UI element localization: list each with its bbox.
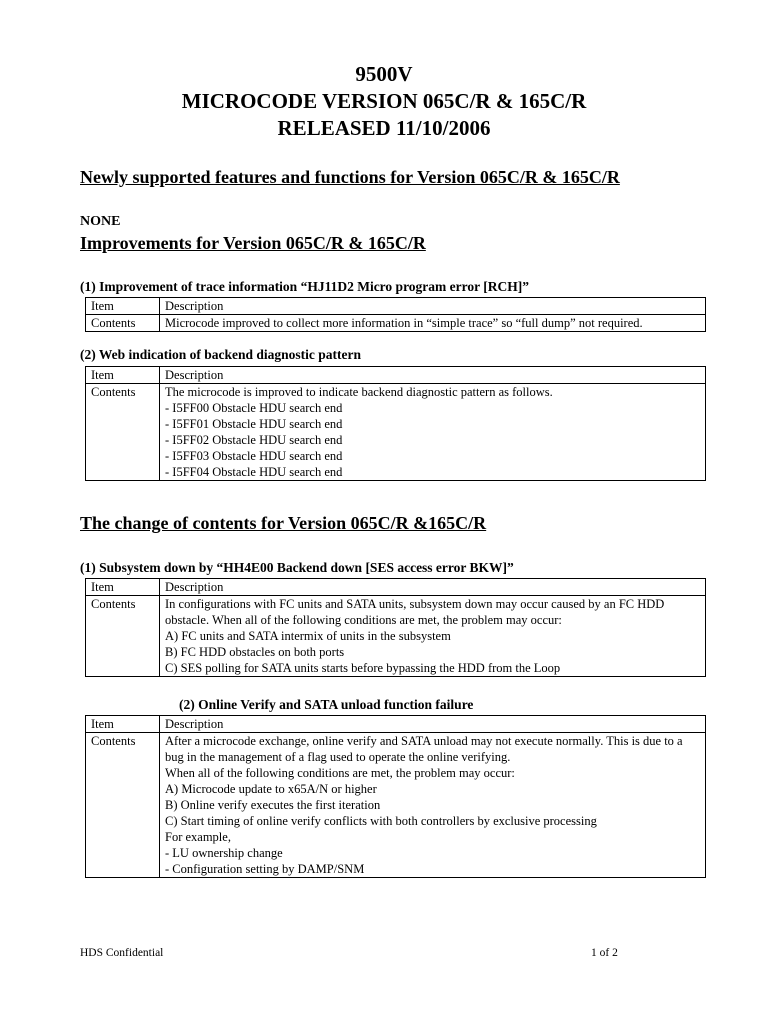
table-header-row bbox=[86, 716, 706, 733]
table-row bbox=[86, 384, 706, 481]
col-item-header: Item bbox=[86, 367, 160, 384]
description-line: B) Online verify executes the first iteration bbox=[165, 798, 381, 812]
col-description-header: Description bbox=[160, 298, 706, 315]
row-contents-label: Contents bbox=[86, 384, 160, 481]
change-2-title: (2) Online Verify and SATA unload function failure bbox=[179, 697, 474, 712]
description-line: A) FC units and SATA intermix of units in the subsystem bbox=[165, 629, 451, 643]
document-release-title: RELEASED 11/10/2006 bbox=[277, 116, 491, 140]
change-1-table bbox=[85, 578, 706, 677]
description-line: In configurations with FC units and SATA units, subsystem down may occur caused by an FC HDD obstacle. When all of the following conditions are met, the problem may occur: bbox=[165, 597, 665, 627]
description-line: - I5FF02 Obstacle HDU search end bbox=[165, 433, 343, 447]
row-description bbox=[160, 733, 706, 878]
footer-page-number: 1 of 2 bbox=[591, 947, 618, 959]
description-line: B) FC HDD obstacles on both ports bbox=[165, 645, 345, 659]
row-contents-label: Contents bbox=[86, 315, 160, 332]
improvement-2-title: (2) Web indication of backend diagnostic pattern bbox=[80, 347, 362, 362]
row-description bbox=[160, 596, 706, 677]
table-header-row bbox=[86, 298, 706, 315]
col-description-header: Description bbox=[160, 716, 706, 733]
description-line: - I5FF01 Obstacle HDU search end bbox=[165, 417, 343, 431]
table-row bbox=[86, 596, 706, 677]
table-row bbox=[86, 733, 706, 878]
description-line: - I5FF03 Obstacle HDU search end bbox=[165, 449, 343, 463]
improvements-heading: Improvements for Version 065C/R & 165C/R bbox=[80, 233, 426, 253]
improvement-1-title: (1) Improvement of trace information “HJ11D2 Micro program error [RCH]” bbox=[80, 279, 530, 294]
description-line: When all of the following conditions are met, the problem may occur: bbox=[165, 766, 515, 780]
description-line: For example, bbox=[165, 830, 231, 844]
new-features-heading: Newly supported features and functions for Version 065C/R & 165C/R bbox=[80, 167, 620, 187]
col-description-header: Description bbox=[160, 579, 706, 596]
row-contents-label: Contents bbox=[86, 733, 160, 878]
description-line: Microcode improved to collect more information in “simple trace” so “full dump” not required. bbox=[165, 316, 643, 330]
description-line: After a microcode exchange, online verify and SATA unload may not execute normally. This is due to a bug in the management of a flag used to operate the online verifying. bbox=[165, 734, 683, 764]
description-line: The microcode is improved to indicate backend diagnostic pattern as follows. bbox=[165, 385, 553, 399]
table-header-row bbox=[86, 367, 706, 384]
change-2-table bbox=[85, 715, 706, 878]
row-description bbox=[160, 315, 706, 332]
row-description bbox=[160, 384, 706, 481]
description-line: - LU ownership change bbox=[165, 846, 283, 860]
col-item-header: Item bbox=[86, 716, 160, 733]
description-line: - I5FF04 Obstacle HDU search end bbox=[165, 465, 343, 479]
improvement-2-table bbox=[85, 366, 706, 481]
improvement-1-table bbox=[85, 297, 706, 332]
table-row bbox=[86, 315, 706, 332]
document-model-title: 9500V bbox=[355, 62, 413, 86]
row-contents-label: Contents bbox=[86, 596, 160, 677]
description-line: C) SES polling for SATA units starts before bypassing the HDD from the Loop bbox=[165, 661, 561, 675]
changes-heading: The change of contents for Version 065C/R &165C/R bbox=[80, 513, 487, 533]
change-1-title: (1) Subsystem down by “HH4E00 Backend down [SES access error BKW]” bbox=[80, 560, 514, 575]
description-line: A) Microcode update to x65A/N or higher bbox=[165, 782, 377, 796]
description-line: - I5FF00 Obstacle HDU search end bbox=[165, 401, 343, 415]
document-version-title: MICROCODE VERSION 065C/R & 165C/R bbox=[181, 89, 587, 113]
col-description-header: Description bbox=[160, 367, 706, 384]
col-item-header: Item bbox=[86, 579, 160, 596]
footer-confidential: HDS Confidential bbox=[80, 947, 164, 959]
new-features-body: NONE bbox=[80, 214, 121, 229]
description-line: C) Start timing of online verify conflicts with both controllers by exclusive processing bbox=[165, 814, 597, 828]
table-header-row bbox=[86, 579, 706, 596]
description-line: - Configuration setting by DAMP/SNM bbox=[165, 862, 365, 876]
col-item-header: Item bbox=[86, 298, 160, 315]
